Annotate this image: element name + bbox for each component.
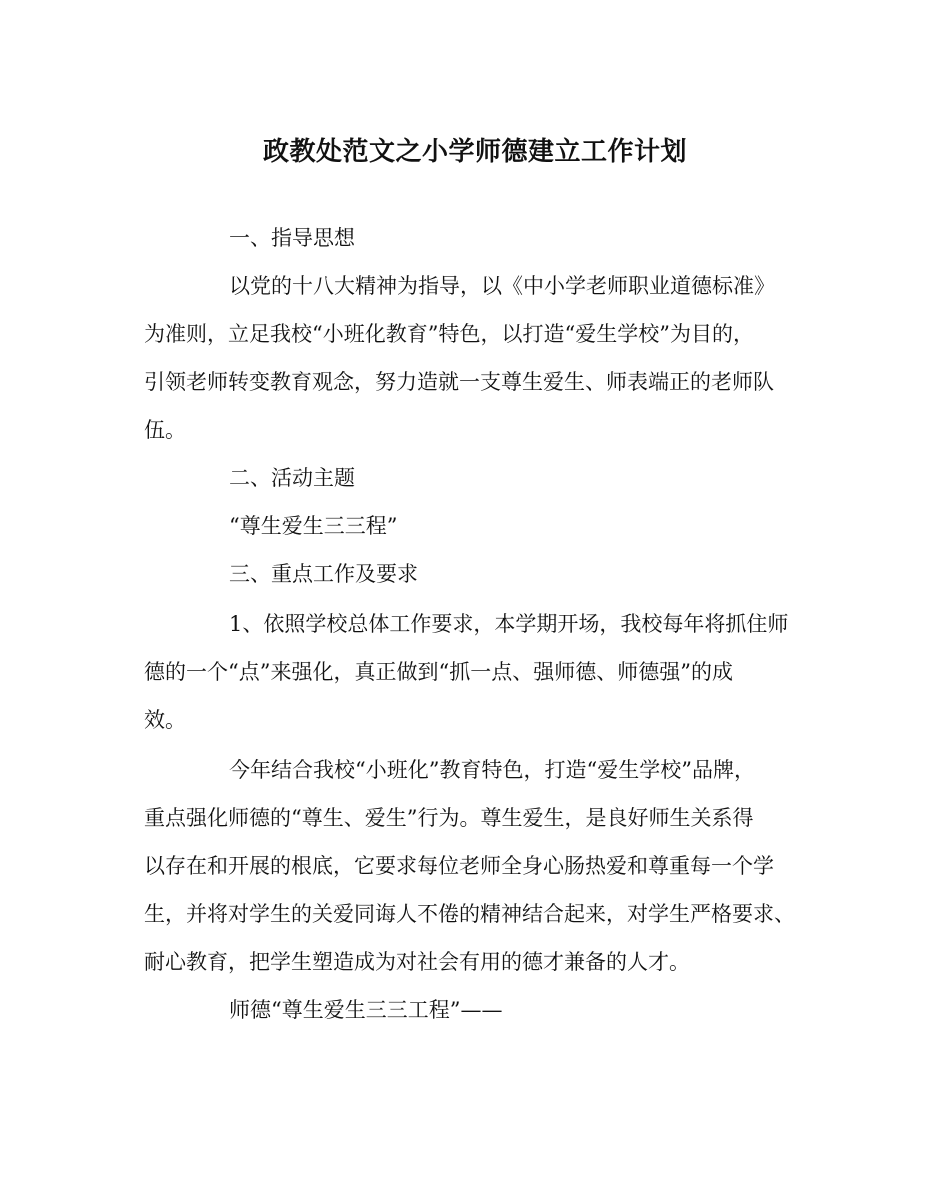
paragraph-line: 效。	[144, 708, 186, 732]
section-heading-key-work: 三、重点工作及要求	[229, 562, 418, 586]
paragraph-line: 以党的十八大精神为指导，以《中小学老师职业道德标准》	[229, 274, 775, 298]
paragraph-line: 今年结合我校“小班化”教育特色，打造“爱生学校”品牌，	[229, 758, 755, 782]
paragraph-line: 生，并将对学生的关爱同诲人不倦的精神结合起来，对学生严格要求、	[144, 902, 795, 926]
paragraph-line: 为准则，立足我校“小班化教育”特色，以打造“爱生学校”为目的，	[144, 322, 754, 346]
paragraph-line: 引领老师转变教育观念，努力造就一支尊生爱生、师表端正的老师队	[144, 370, 774, 394]
section-heading-guiding-ideology: 一、指导思想	[229, 226, 355, 250]
section-heading-activity-theme: 二、活动主题	[229, 466, 355, 490]
paragraph-line: 耐心教育，把学生塑造成为对社会有用的德才兼备的人才。	[144, 950, 690, 974]
paragraph-line: 1、依照学校总体工作要求，本学期开场，我校每年将抓住师	[229, 612, 789, 636]
paragraph-line: 师德“尊生爱生三三工程”——	[229, 998, 503, 1022]
paragraph-line: “尊生爱生三三程”	[229, 514, 398, 538]
paragraph-line: 重点强化师德的“尊生、爱生”行为。尊生爱生，是良好师生关系得	[144, 806, 754, 830]
paragraph-line: 伍。	[144, 418, 186, 442]
paragraph-line: 以存在和开展的根底，它要求每位老师全身心肠热爱和尊重每一个学	[144, 854, 774, 878]
paragraph-line: 德的一个“点”来强化，真正做到“抓一点、强师德、师德强”的成	[144, 660, 733, 684]
document-title: 政教处范文之小学师德建立工作计划	[262, 137, 687, 167]
